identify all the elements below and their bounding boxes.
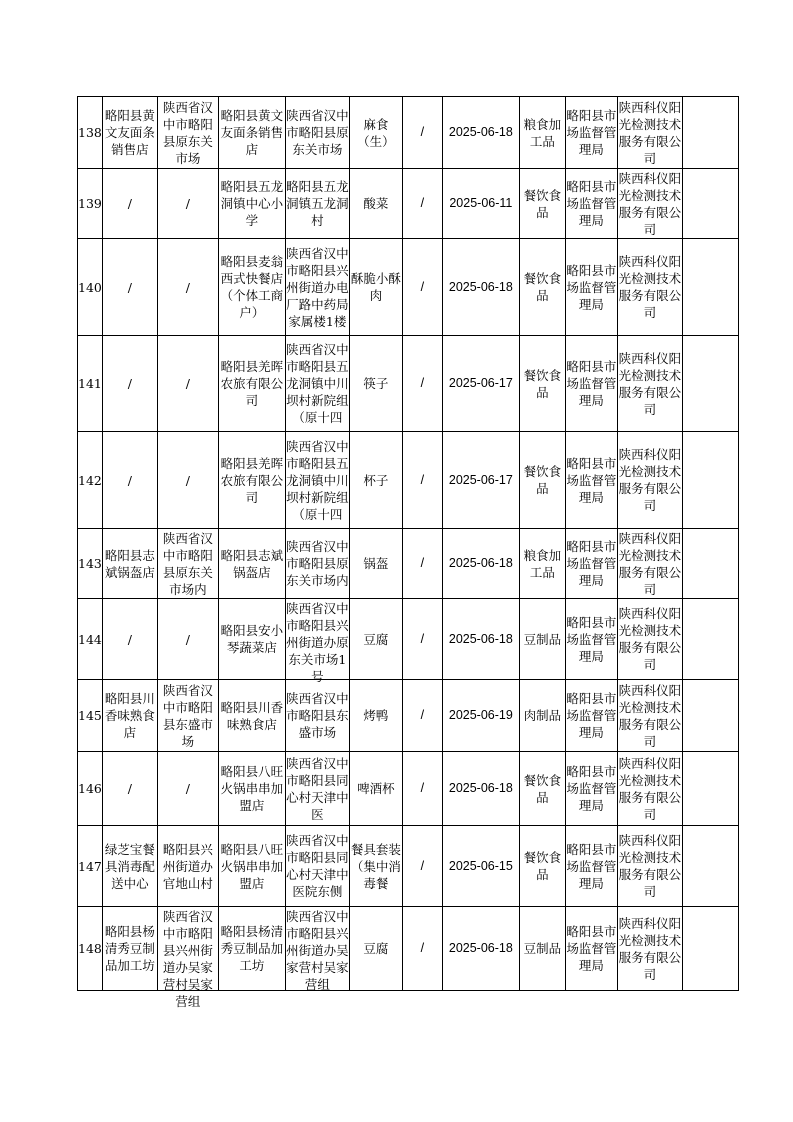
sampled-unit-name: 略阳县杨清秀豆制品加工坊 — [220, 924, 284, 973]
sampled-unit-address: 陕西省汉中市略阳县原东关市场内 — [286, 539, 349, 588]
producer-address: / — [185, 472, 190, 488]
food-name: 酸菜 — [363, 196, 389, 211]
food-name: 餐具套装（集中消毒餐 — [350, 841, 401, 891]
specification: / — [420, 708, 425, 722]
producer-name-cell — [102, 826, 157, 907]
production-date: 2025-06-18 — [448, 781, 513, 795]
food-name: 豆腐 — [363, 941, 389, 956]
producer-address-cell — [157, 336, 218, 432]
sampled-unit-address-cell — [285, 336, 349, 432]
producer-name-cell — [102, 599, 157, 680]
production-date-cell — [442, 336, 519, 432]
task-agency-cell — [565, 907, 617, 991]
producer-name: 略阳县杨清秀豆制品加工坊 — [104, 924, 155, 973]
food-name: 杯子 — [363, 472, 389, 488]
sampled-unit-address-cell — [285, 529, 349, 599]
food-name: 豆腐 — [363, 631, 389, 647]
remarks-cell — [682, 826, 738, 907]
producer-address-cell — [157, 907, 218, 1009]
sampled-unit-name: 略阳县安小琴蔬菜店 — [220, 623, 284, 655]
row-number-cell — [78, 529, 103, 599]
row-number-cell — [78, 336, 103, 432]
food-category: 肉制品 — [523, 708, 562, 723]
table-row — [78, 97, 739, 169]
food-category-cell — [519, 239, 565, 336]
specification: / — [420, 196, 425, 210]
table-row — [78, 599, 739, 680]
food-category: 豆制品 — [523, 631, 562, 647]
task-agency: 略阳县市场监督管理局 — [566, 359, 617, 408]
sampled-unit-address-cell — [285, 752, 349, 826]
food-name: 酥脆小酥肉 — [350, 271, 401, 303]
sampled-unit-address-cell — [285, 97, 349, 169]
production-date-cell — [442, 97, 519, 169]
sampled-unit-name-cell — [218, 336, 285, 432]
sampled-unit-name: 略阳县羌晖农旅有限公司 — [220, 359, 284, 408]
food-name-cell — [349, 752, 402, 826]
sampled-unit-name-cell — [218, 907, 285, 991]
production-date-cell — [442, 529, 519, 599]
testing-lab-cell — [617, 239, 682, 336]
specification-cell — [402, 239, 442, 336]
task-agency: 略阳县市场监督管理局 — [566, 764, 617, 813]
task-agency-cell — [565, 97, 617, 169]
specification: / — [420, 279, 425, 294]
testing-lab-cell — [617, 907, 682, 991]
row-number: 141 — [78, 376, 102, 391]
sampled-unit-address: 陕西省汉中市略阳县五龙洞镇中川坝村新院组（原十四 — [286, 342, 349, 425]
task-agency: 略阳县市场监督管理局 — [566, 539, 617, 588]
production-date-cell — [442, 907, 519, 991]
production-date-cell — [442, 432, 519, 529]
food-category: 粮食加工品 — [523, 116, 562, 149]
production-date: 2025-06-18 — [448, 631, 513, 646]
testing-lab: 陕西科仪阳光检测技术服务有限公司 — [618, 447, 682, 513]
producer-name: / — [127, 279, 132, 295]
food-category-cell — [519, 826, 565, 907]
row-number: 140 — [78, 279, 102, 295]
production-date: 2025-06-18 — [448, 556, 513, 570]
specification-cell — [402, 169, 442, 239]
task-agency: 略阳县市场监督管理局 — [566, 841, 617, 891]
sampled-unit-address-cell — [285, 907, 349, 991]
food-category: 豆制品 — [523, 941, 562, 956]
producer-name: 绿芝宝餐具消毒配送中心 — [104, 841, 155, 891]
row-number-cell — [78, 599, 103, 680]
testing-lab-cell — [617, 826, 682, 907]
producer-address: 陕西省汉中市略阳县兴州街道办吴家营村吴家营组 — [162, 908, 213, 1009]
testing-lab: 陕西科仪阳光检测技术服务有限公司 — [618, 682, 682, 749]
food-name-cell — [349, 680, 402, 752]
testing-lab-cell — [617, 336, 682, 432]
producer-address: / — [185, 279, 190, 295]
production-date: 2025-06-18 — [448, 125, 513, 139]
sampled-unit-name-cell — [218, 97, 285, 169]
producer-name: 略阳县黄文友面条销售店 — [104, 108, 155, 157]
row-number-cell — [78, 680, 103, 752]
production-date-cell — [442, 599, 519, 680]
food-name-cell — [349, 826, 402, 907]
sampled-unit-name: 略阳县川香味熟食店 — [220, 699, 284, 732]
specification: / — [420, 472, 425, 487]
sampled-unit-address: 略阳县五龙洞镇五龙洞村 — [286, 179, 349, 228]
task-agency: 略阳县市场监督管理局 — [566, 455, 617, 505]
remarks-cell — [682, 599, 738, 680]
food-category-cell — [519, 169, 565, 239]
sampled-unit-name-cell — [218, 529, 285, 599]
task-agency: 略阳县市场监督管理局 — [566, 108, 617, 157]
producer-name-cell — [102, 432, 157, 529]
producer-address-cell — [157, 239, 218, 336]
food-category: 餐饮食品 — [523, 367, 562, 400]
food-name: 锅盔 — [363, 556, 389, 571]
specification: / — [420, 631, 425, 646]
sampled-unit-address-cell — [285, 239, 349, 336]
row-number-cell — [78, 752, 103, 826]
production-date-cell — [442, 680, 519, 752]
sampled-unit-address-cell — [285, 680, 349, 752]
table-row — [78, 907, 739, 991]
sampled-unit-name: 略阳县五龙洞镇中心小学 — [220, 179, 284, 228]
task-agency-cell — [565, 169, 617, 239]
producer-address-cell — [157, 826, 218, 907]
sampled-unit-name-cell — [218, 432, 285, 529]
producer-address: 陕西省汉中市略阳县东盛市场 — [162, 682, 213, 749]
food-name-cell — [349, 599, 402, 680]
sampled-unit-name: 略阳县八旺火锅串串加盟店 — [220, 764, 284, 813]
sampled-unit-name: 略阳县八旺火锅串串加盟店 — [220, 841, 284, 891]
producer-address: / — [185, 631, 190, 647]
producer-address: 陕西省汉中市略阳县原东关市场 — [162, 99, 213, 166]
specification-cell — [402, 97, 442, 169]
food-category-cell — [519, 680, 565, 752]
testing-lab: 陕西科仪阳光检测技术服务有限公司 — [618, 833, 682, 899]
sampled-unit-address: 陕西省汉中市略阳县同心村天津中医 — [286, 755, 349, 822]
row-number: 139 — [78, 196, 102, 211]
food-category: 餐饮食品 — [523, 271, 562, 303]
sampled-unit-address: 陕西省汉中市略阳县兴州街道办电厂路中药局家属楼1楼 — [286, 245, 349, 329]
food-name-cell — [349, 432, 402, 529]
production-date: 2025-06-17 — [448, 376, 513, 390]
row-number: 148 — [78, 941, 102, 956]
food-category-cell — [519, 907, 565, 991]
testing-lab: 陕西科仪阳光检测技术服务有限公司 — [618, 606, 682, 672]
task-agency-cell — [565, 336, 617, 432]
producer-address: / — [185, 781, 190, 796]
sampled-unit-name: 略阳县羌晖农旅有限公司 — [220, 455, 284, 505]
testing-lab-cell — [617, 599, 682, 680]
sampled-unit-address: 陕西省汉中市略阳县同心村天津中医院东侧 — [286, 833, 349, 899]
remarks-cell — [682, 432, 738, 529]
food-category: 餐饮食品 — [523, 464, 562, 496]
task-agency: 略阳县市场监督管理局 — [566, 262, 617, 312]
row-number: 145 — [78, 708, 102, 723]
specification: / — [420, 125, 425, 139]
testing-lab: 陕西科仪阳光检测技术服务有限公司 — [618, 254, 682, 320]
sampled-unit-address: 陕西省汉中市略阳县五龙洞镇中川坝村新院组（原十四 — [286, 438, 349, 522]
row-number-cell — [78, 432, 103, 529]
row-number-cell — [78, 907, 103, 991]
producer-name-cell — [102, 239, 157, 336]
producer-name: 略阳县川香味熟食店 — [104, 691, 155, 740]
table-row — [78, 752, 739, 826]
row-number: 146 — [78, 781, 102, 796]
row-number-cell — [78, 169, 103, 239]
sampled-unit-name: 略阳县黄文友面条销售店 — [220, 108, 284, 157]
testing-lab: 陕西科仪阳光检测技术服务有限公司 — [618, 915, 682, 982]
producer-address: / — [185, 196, 190, 211]
testing-lab-cell — [617, 169, 682, 239]
testing-lab-cell — [617, 97, 682, 169]
remarks-cell — [682, 907, 738, 991]
production-date: 2025-06-17 — [448, 472, 513, 487]
sampled-unit-name-cell — [218, 239, 285, 336]
sampled-unit-name-cell — [218, 169, 285, 239]
producer-address: 略阳县兴州街道办官地山村 — [162, 841, 213, 891]
testing-lab: 陕西科仪阳光检测技术服务有限公司 — [618, 170, 682, 237]
producer-address-cell — [157, 752, 218, 826]
sampled-unit-address-cell — [285, 432, 349, 529]
food-category: 粮食加工品 — [523, 547, 562, 580]
sampled-unit-address-cell — [285, 826, 349, 907]
table-row — [78, 239, 739, 336]
producer-address: / — [185, 376, 190, 391]
table-row — [78, 529, 739, 599]
producer-name: / — [127, 196, 132, 211]
row-number-cell — [78, 826, 103, 907]
producer-address-cell — [157, 529, 218, 599]
producer-name-cell — [102, 169, 157, 239]
remarks-cell — [682, 336, 738, 432]
specification: / — [420, 858, 425, 873]
task-agency-cell — [565, 752, 617, 826]
sampled-unit-address: 陕西省汉中市略阳县兴州街道办原东关市场1号 — [286, 600, 349, 684]
sampled-unit-name-cell — [218, 599, 285, 680]
food-name-cell — [349, 97, 402, 169]
sampled-unit-address: 陕西省汉中市略阳县原东关市场 — [286, 108, 349, 157]
producer-name: / — [127, 631, 132, 647]
task-agency-cell — [565, 826, 617, 907]
food-category: 餐饮食品 — [523, 187, 562, 220]
specification: / — [420, 781, 425, 795]
sampled-unit-name: 略阳县志斌锅盔店 — [220, 547, 284, 580]
specification-cell — [402, 907, 442, 991]
food-category-cell — [519, 336, 565, 432]
producer-address-cell — [157, 97, 218, 169]
sampled-unit-name: 略阳县麦翁西式快餐店（个体工商户） — [220, 254, 284, 320]
producer-address: 陕西省汉中市略阳县原东关市场内 — [162, 530, 213, 597]
specification-cell — [402, 599, 442, 680]
remarks-cell — [682, 97, 738, 169]
inspection-results-table — [77, 96, 739, 1009]
producer-address-cell — [157, 599, 218, 680]
food-category-cell — [519, 599, 565, 680]
row-number-cell — [78, 97, 103, 169]
task-agency-cell — [565, 599, 617, 680]
producer-name-cell — [102, 907, 157, 991]
task-agency: 略阳县市场监督管理局 — [566, 179, 617, 228]
food-category-cell — [519, 752, 565, 826]
specification: / — [420, 941, 425, 955]
food-category-cell — [519, 529, 565, 599]
remarks-cell — [682, 169, 738, 239]
testing-lab-cell — [617, 680, 682, 752]
production-date: 2025-06-19 — [448, 708, 513, 722]
food-name-cell — [349, 336, 402, 432]
producer-name-cell — [102, 97, 157, 169]
production-date: 2025-06-18 — [448, 279, 513, 294]
sampled-unit-name-cell — [218, 752, 285, 826]
food-name: 烤鸭 — [363, 708, 389, 723]
testing-lab-cell — [617, 432, 682, 529]
table-row — [78, 432, 739, 529]
producer-name-cell — [102, 752, 157, 826]
producer-name-cell — [102, 336, 157, 432]
specification-cell — [402, 336, 442, 432]
production-date-cell — [442, 826, 519, 907]
food-category-cell — [519, 432, 565, 529]
table-row — [78, 336, 739, 432]
producer-name: / — [127, 376, 132, 391]
specification-cell — [402, 752, 442, 826]
production-date: 2025-06-18 — [448, 941, 513, 955]
producer-name: / — [127, 781, 132, 796]
producer-name: 略阳县志斌锅盔店 — [104, 547, 155, 580]
testing-lab: 陕西科仪阳光检测技术服务有限公司 — [618, 99, 682, 166]
food-name: 啤酒杯 — [357, 781, 395, 796]
row-number: 143 — [78, 556, 102, 571]
testing-lab: 陕西科仪阳光检测技术服务有限公司 — [618, 755, 682, 822]
task-agency-cell — [565, 680, 617, 752]
production-date-cell — [442, 752, 519, 826]
food-category: 餐饮食品 — [523, 850, 562, 882]
food-name-cell — [349, 529, 402, 599]
food-category: 餐饮食品 — [523, 772, 562, 805]
task-agency: 略阳县市场监督管理局 — [566, 691, 617, 740]
food-name: 麻食（生） — [357, 116, 395, 149]
task-agency-cell — [565, 529, 617, 599]
task-agency-cell — [565, 432, 617, 529]
producer-name-cell — [102, 529, 157, 599]
specification: / — [420, 376, 425, 390]
task-agency: 略阳县市场监督管理局 — [566, 924, 617, 973]
specification-cell — [402, 826, 442, 907]
producer-address-cell — [157, 432, 218, 529]
food-name-cell — [349, 239, 402, 336]
specification-cell — [402, 432, 442, 529]
row-number: 138 — [78, 125, 102, 140]
producer-address-cell — [157, 169, 218, 239]
specification-cell — [402, 680, 442, 752]
sampled-unit-address: 陕西省汉中市略阳县兴州街道办吴家营村吴家营组 — [286, 908, 349, 992]
row-number: 147 — [78, 858, 102, 874]
sampled-unit-address: 陕西省汉中市略阳县东盛市场 — [286, 691, 349, 740]
food-name: 筷子 — [363, 376, 389, 391]
food-name-cell — [349, 169, 402, 239]
production-date-cell — [442, 169, 519, 239]
table-row — [78, 680, 739, 752]
food-name-cell — [349, 907, 402, 991]
testing-lab-cell — [617, 529, 682, 599]
testing-lab: 陕西科仪阳光检测技术服务有限公司 — [618, 350, 682, 417]
task-agency: 略阳县市场监督管理局 — [566, 614, 617, 664]
row-number: 144 — [78, 631, 102, 647]
task-agency-cell — [565, 239, 617, 336]
production-date: 2025-06-11 — [449, 196, 513, 210]
producer-name-cell — [102, 680, 157, 752]
remarks-cell — [682, 752, 738, 826]
table-row — [78, 169, 739, 239]
specification: / — [420, 556, 425, 570]
specification-cell — [402, 529, 442, 599]
sampled-unit-address-cell — [285, 599, 349, 684]
remarks-cell — [682, 239, 738, 336]
testing-lab-cell — [617, 752, 682, 826]
sampled-unit-name-cell — [218, 826, 285, 907]
sampled-unit-address-cell — [285, 169, 349, 239]
production-date: 2025-06-15 — [448, 858, 513, 873]
remarks-cell — [682, 680, 738, 752]
sampled-unit-name-cell — [218, 680, 285, 752]
table-row — [78, 826, 739, 907]
producer-name: / — [127, 472, 132, 488]
testing-lab: 陕西科仪阳光检测技术服务有限公司 — [618, 530, 682, 597]
remarks-cell — [682, 529, 738, 599]
food-category-cell — [519, 97, 565, 169]
row-number-cell — [78, 239, 103, 336]
row-number: 142 — [78, 472, 102, 488]
producer-address-cell — [157, 680, 218, 752]
production-date-cell — [442, 239, 519, 336]
